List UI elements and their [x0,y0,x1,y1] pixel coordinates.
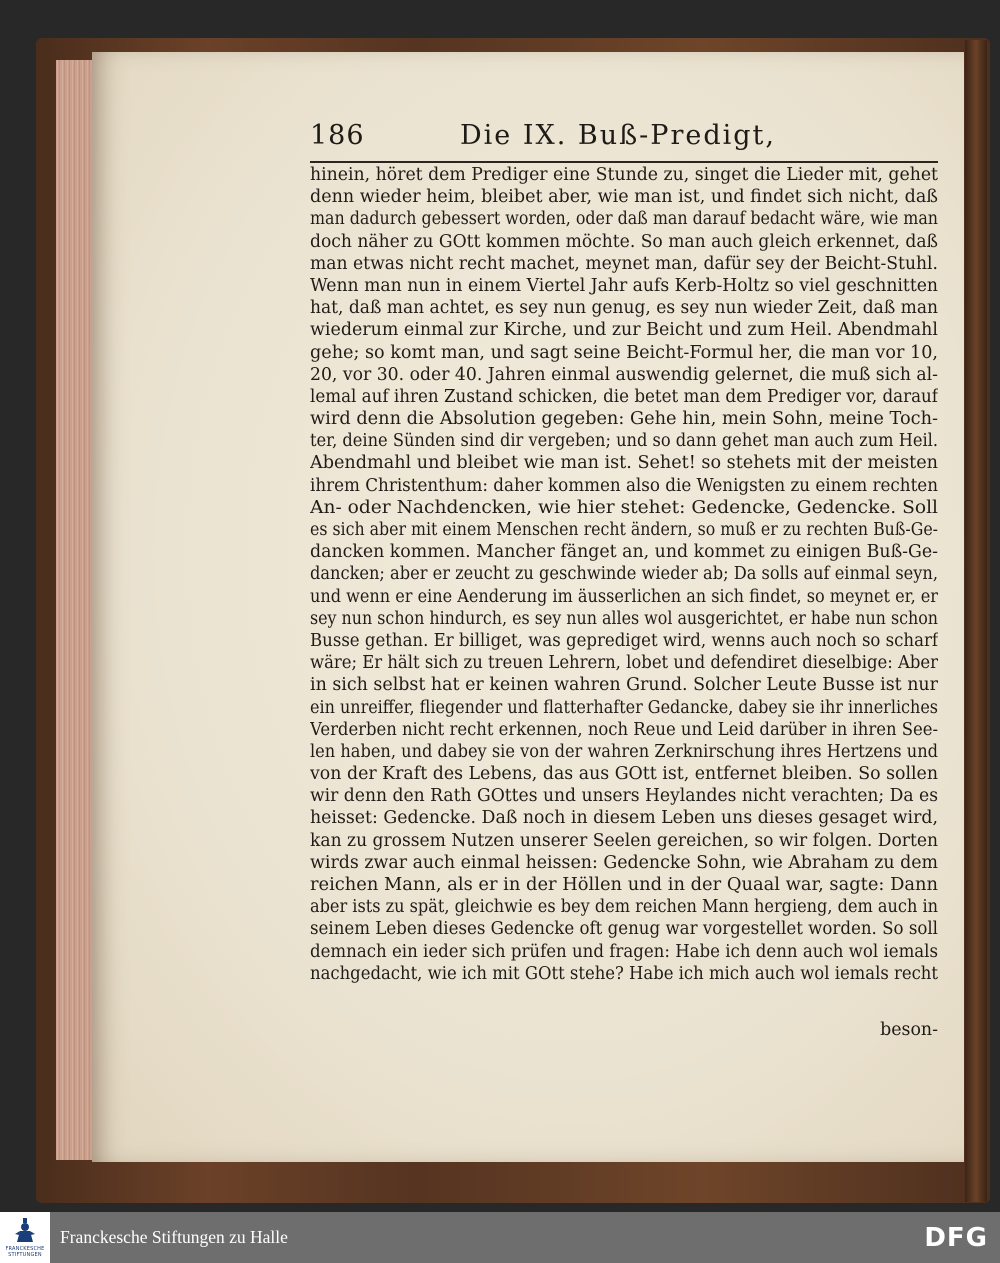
text-line: ihrem Christenthum: daher kommen also die Wenigsten zu einem rechten [310,475,938,496]
show-through [310,1040,938,1066]
text-line: nachgedacht, wie ich mit GOtt stehe? Habe ich mich auch wol iemals recht [310,963,938,984]
text-line: doch näher zu GOtt kommen möchte. So man auch gleich erkennet, daß [310,231,938,252]
text-line: hat, daß man achtet, es sey nun genug, es sey nun wieder Zeit, daß man [310,298,938,319]
text-line: heisset: Gedencke. Daß noch in diesem Leben uns dieses gesaget wird, [310,808,938,829]
text-line: wirds zwar auch einmal heissen: Gedencke Sohn, wie Abraham zu dem [310,852,938,873]
text-line: ter, deine Sünden sind dir vergeben; und so dann gehet man auch zum Heil. [310,431,938,452]
text-line: man etwas nicht recht machet, meynet man, dafür sey der Beicht-Stuhl. [310,253,938,274]
text-line: wiederum einmal zur Kirche, und zur Beicht und zum Heil. Abendmahl [310,320,938,341]
text-line: demnach ein ieder sich prüfen und fragen: Habe ich denn auch wol iemals [310,941,938,962]
orphanage-emblem-icon [15,1218,35,1242]
text-line: 20, vor 30. oder 40. Jahren einmal auswendig gelernet, die muß sich al- [310,364,938,385]
text-line: An- oder Nachdencken, wie hier stehet: Gedencke, Gedencke. Soll [310,497,938,518]
text-line: aber ists zu spät, gleichwie es bey dem reichen Mann hergieng, dem auch in [310,897,938,918]
text-line: len haben, und dabey sie von der wahren Zerknirschung ihres Hertzens und [310,741,938,762]
page-body [310,164,938,985]
text-line: gehe; so komt man, und sagt seine Beicht-Formul her, die man vor 10, [310,342,938,363]
header-rule [310,161,938,163]
text-line: hinein, höret dem Prediger eine Stunde zu, singet die Lieder mit, gehet [310,165,938,185]
text-line: wäre; Er hält sich zu treuen Lehrern, lobet und defendiret dieselbige: Aber [310,653,938,674]
book-cover-edge [965,40,987,1202]
text-line: dancken kommen. Mancher fänget an, und kommet zu einigen Buß-Ge- [310,542,938,563]
running-title: Die IX. Buß-Predigt, [460,120,776,151]
text-line: kan zu grossem Nutzen unserer Seelen gereichen, so wir folgen. Dorten [310,830,938,851]
text-line: von der Kraft des Lebens, das aus GOtt ist, entfernet bleiben. So sollen [310,764,938,785]
page-number: 186 [310,120,365,151]
institution-name[interactable]: Franckesche Stiftungen zu Halle [60,1227,288,1247]
text-line: dancken; aber er zeucht zu geschwinde wieder ab; Da solls auf einmal seyn, [310,564,938,585]
text-line: wird denn die Absolution gegeben: Gehe hin, mein Sohn, meine Toch- [310,409,938,430]
text-line: Abendmahl und bleibet wie man ist. Sehet! so stehets mit der meisten [310,453,938,474]
text-line: ein unreiffer, fliegender und flatterhafter Gedancke, dabey sie ihr innerliches [310,697,938,718]
text-line: in sich selbst hat er keinen wahren Grund. Solcher Leute Busse ist nur [310,675,938,696]
text-line: Verderben nicht recht erkennen, noch Reue und Leid darüber in ihren See- [310,719,938,740]
text-line: seinem Leben dieses Gedencke oft genug war vorgestellet worden. So soll [310,919,938,940]
franckesche-logo[interactable] [0,1212,50,1263]
text-line: Wenn man nun in einem Viertel Jahr aufs Kerb-Holtz so viel geschnitten [310,275,938,296]
text-line: Busse gethan. Er billiget, was geprediget wird, wenns auch noch so scharf [310,630,938,651]
viewer-footer [0,1212,1000,1263]
text-line: wir denn den Rath GOttes und unsers Heylandes nicht verachten; Da es [310,786,938,807]
page-header [310,120,940,164]
text-line: sey nun schon hindurch, es sey nun alles wol ausgerichtet, er habe nun schon [310,608,938,629]
text-line: reichen Mann, als er in der Höllen und in der Quaal war, sagte: Dann [310,875,938,895]
text-line: denn wieder heim, bleibet aber, wie man ist, und findet sich nicht, daß [310,187,938,208]
logo-text: FRANCKESCHE STIFTUNGEN [5,1246,45,1258]
catchword: beson- [880,1020,938,1040]
text-line: und wenn er eine Aenderung im äusserlichen an sich findet, so meynet er, er [310,586,938,607]
dfg-logo[interactable]: DFG [924,1223,988,1253]
text-line: es sich aber mit einem Menschen recht ändern, so muß er zu rechten Buß-Ge- [310,520,938,540]
text-line: lemal auf ihren Zustand schicken, die betet man dem Prediger vor, darauf [310,386,938,407]
text-line: man dadurch gebessert worden, oder daß man darauf bedacht wäre, wie man [310,209,938,230]
